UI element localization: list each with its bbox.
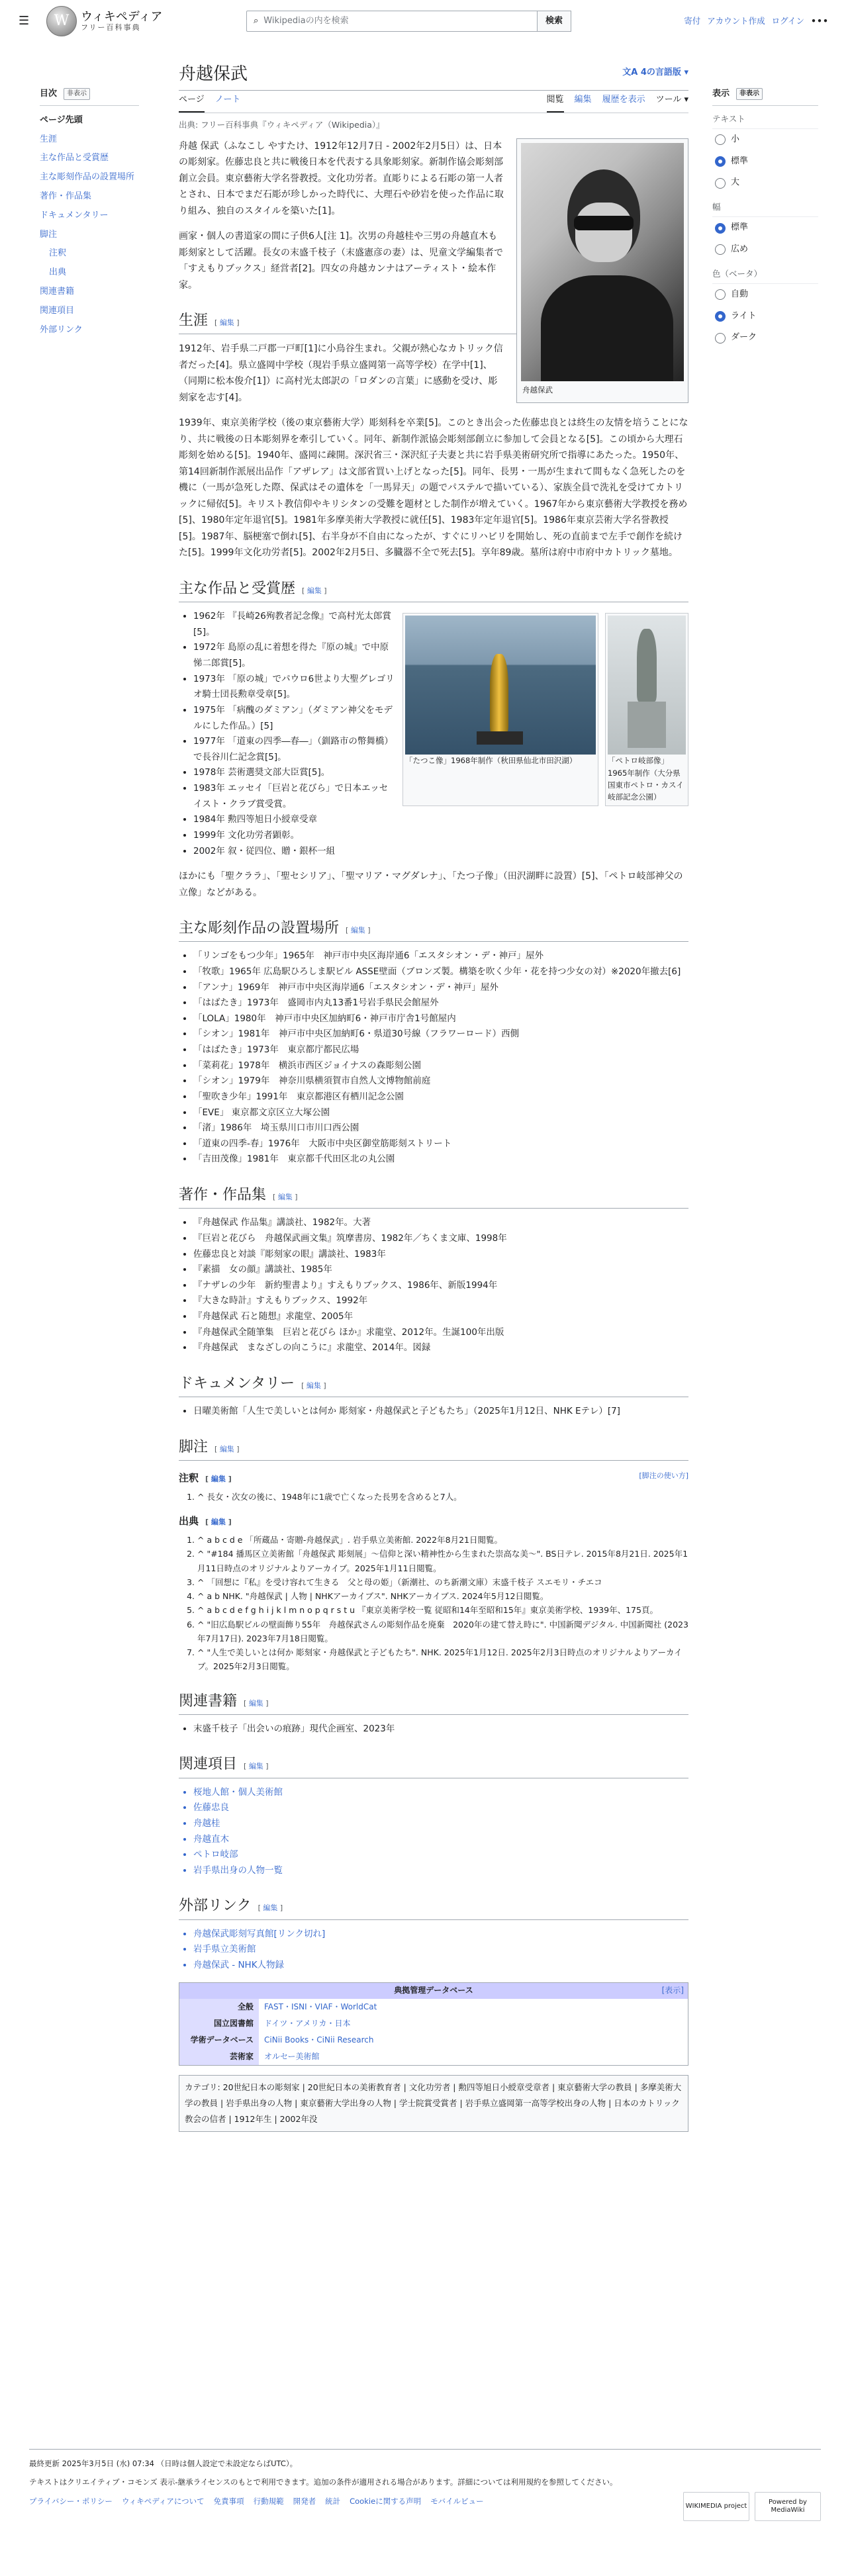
list-item: • 2002年 叙・従四位、贈・銀杯一組 <box>193 844 688 860</box>
mediawiki-badge[interactable]: Powered by MediaWiki <box>755 2492 821 2521</box>
section-external-heading: 外部リンク [ 編集 ] <box>179 1894 688 1919</box>
list-item: • 日曜美術館「人生で美しいとは何か 彫刻家・舟越保武と子どもたち」（2025年1月12日、NHK Eテレ）[7] <box>193 1404 688 1420</box>
works-tail: ほかにも「聖クララ」、「聖セシリア」、「聖マリア・マグダレナ」、「たつ子像」（田沢湖畔に設置）[5]、「ペトロ岐部神父の立像」などがある。 <box>179 871 683 898</box>
list-item: • 『舟越保武 まなざしの向こうに』求龍堂、2014年。図録 <box>193 1340 688 1356</box>
wikipedia-globe-icon: W <box>46 6 77 36</box>
edit-link[interactable]: [ 編集 ] <box>346 926 371 935</box>
section-related-heading: 関連項目 [ 編集 ] <box>179 1753 688 1778</box>
list-item: • 1962年 『長崎26殉教者記念像』で高村光太郎賞[5]。 <box>193 609 688 640</box>
authority-row-label: 学術データベース <box>179 2032 259 2048</box>
toc-item[interactable]: ページ先頭 <box>40 115 83 125</box>
width-option-label: 広め <box>731 244 749 254</box>
list-item: • 1972年 島原の乱に着想を得た『原の城』で中原悌二郎賞[5]。 <box>193 640 688 671</box>
color-option[interactable] <box>712 284 818 306</box>
list-item: • 「はばたき」1973年 東京都庁都民広場 <box>193 1042 688 1058</box>
tatsuko-statue-image[interactable] <box>405 616 596 755</box>
category-links[interactable]: カテゴリ: 20世紀日本の彫刻家 | 20世紀日本の美術教育者 | 文化功労者 | 勲四等旭日小綬章受章者 | 東京藝術大学の教員 | 多摩美術大学の教員 | 岩手県出身の人物 | 東京藝術大学出身の人物 | 学士院賞受賞者 | 岩手県立盛岡第一高等学校出身の人物 | 日本のカトリック教会の信者 | 1912年生 | 2002年没 <box>179 2075 688 2131</box>
external-link[interactable]: • 舟越保武 - NHK人物録 <box>193 1958 688 1974</box>
edit-link[interactable]: [ 編集 ] <box>258 1904 283 1913</box>
main-content <box>179 64 688 2145</box>
text-size-option-label: 大 <box>731 177 740 188</box>
figures <box>402 613 688 806</box>
related-link[interactable]: • 舟越直木 <box>193 1832 688 1848</box>
notes-list <box>197 1490 688 1504</box>
table-of-contents <box>40 87 139 340</box>
page-title: 舟越保武 <box>179 64 248 84</box>
color-option[interactable] <box>712 327 818 349</box>
search-input[interactable]: ⌕ Wikipediaの内を検索 <box>246 11 538 32</box>
infobox-caption: 舟越保武 <box>522 385 553 394</box>
toc-item[interactable]: 著作・作品集 <box>40 191 92 201</box>
edit-link[interactable]: [ 編集 ] <box>302 586 327 595</box>
figure-caption: 「ペトロ岐部像」1965年制作（大分県国東市ペトロ・カスイ岐部記念公園） <box>608 756 684 802</box>
list-item: • 「EVE」 東京都文京区立大塚公園 <box>193 1105 688 1121</box>
section-documentary-heading: ドキュメンタリー [ 編集 ] <box>179 1372 688 1397</box>
section-notes-heading: 脚注 [ 編集 ] <box>179 1436 688 1461</box>
figure-caption: 「たつこ像」1968年制作（秋田県仙北市田沢湖） <box>405 756 577 766</box>
section-related-books-heading: 関連書籍 [ 編集 ] <box>179 1690 688 1715</box>
reference-item: 4. ^ a b NHK. "舟越保武 | 人物 | NHKアーカイブス". NHKアーカイブス. 2024年5月12日閲覧。 <box>197 1589 688 1603</box>
footer-link[interactable]: 統計 <box>325 2496 341 2506</box>
list-item: • 「渚」1986年 埼玉県川口市川口西公園 <box>193 1121 688 1136</box>
toc-hide-button[interactable]: 非表示 <box>64 88 90 100</box>
list-item: • 「聖吹き少年」1991年 東京都港区有栖川記念公園 <box>193 1089 688 1105</box>
login-link[interactable]: ログイン <box>771 16 805 26</box>
figure-petro-kibe <box>605 613 688 806</box>
petro-kibe-statue-image[interactable] <box>608 616 686 755</box>
edit-link[interactable]: [ 編集 ] <box>244 1698 269 1708</box>
list-item: • 1983年 エッセイ「巨岩と花びら」で日本エッセイスト・クラブ賞受賞。 <box>193 781 688 812</box>
edit-link[interactable]: [ 編集 ] <box>244 1762 269 1771</box>
infobox <box>516 138 688 403</box>
footer-link[interactable]: ウィキペディアについて <box>121 2496 205 2506</box>
list-item: • 「シオン」1981年 神戸市中央区加納町6・県道30号線（フラワーロード）西側 <box>193 1027 688 1042</box>
more-options-icon[interactable]: ••• <box>811 16 829 26</box>
authority-control-box <box>179 1982 688 2066</box>
header <box>0 0 850 42</box>
source-note: 出典: フリー百科事典『ウィキペディア（Wikipedia）』 <box>179 119 385 130</box>
list-item: • 「牧歌」1965年 広島駅ひろしま駅ビル ASSE壁面（ブロンズ製。構築を吹く少年・花を持つ少女の対）※2020年撤去[6] <box>193 964 688 980</box>
toc-item[interactable]: 脚注 <box>40 229 58 240</box>
toc-item[interactable]: ドキュメンタリー <box>40 210 109 220</box>
tab-read[interactable]: 閲覧 <box>547 93 564 113</box>
edit-link[interactable]: [ 編集 ] <box>301 1381 326 1390</box>
radio-button[interactable] <box>715 156 726 167</box>
color-label: 色（ベータ） <box>712 267 818 284</box>
section-books-heading: 著作・作品集 [ 編集 ] <box>179 1183 688 1209</box>
list-item: • 「菜莉花」1978年 横浜市西区ジョイナスの森彫刻公園 <box>193 1058 688 1074</box>
toc-item[interactable]: 関連項目 <box>40 305 75 316</box>
authority-row-links[interactable]: FAST・ISNI・VIAF・WorldCat <box>259 1999 688 2015</box>
list-item: • 1978年 芸術選奨文部大臣賞[5]。 <box>193 765 688 781</box>
create-account-link[interactable]: アカウント作成 <box>707 16 765 26</box>
external-link[interactable]: • 舟越保武彫刻写真館[リンク切れ] <box>193 1927 688 1943</box>
intro-paragraph-1: 舟越 保武（ふなこし やすたけ、1912年12月7日 - 2002年2月5日）は、日本の彫刻家。佐藤忠良と共に戦後日本を代表する具象彫刻家。新制作協会彫刻部創立会員。東京藝術大学名誉教授。文化功労者。直彫りによる石彫の第一人者とされ、日本でまだ石彫が珍しかった時代に、大理石や砂岩を使った作品に取り組み、独自のスタイルを築いた[1]。 <box>179 140 504 216</box>
footer-link[interactable]: 免責事項 <box>213 2496 244 2506</box>
list-item: • 『素描 女の顔』講談社、1985年 <box>193 1262 688 1278</box>
text-size-option[interactable] <box>712 151 818 173</box>
color-option-label: ライト <box>731 310 757 321</box>
reference-item: 2. ^ "#184 播馬区立美術館「舟越保武 彫刻展」〜信仰と深い精神性から生まれた崇高な美〜". BS日テレ. 2015年8月21日. 2025年1月11日時点のオリジナルよりアーカイブ。2025年1月11日閲覧。 <box>197 1547 688 1575</box>
list-item: • 『ナザレの少年 新約聖書より』すえもりブックス、1986年、新版1994年 <box>193 1278 688 1294</box>
search-icon: ⌕ <box>254 15 259 26</box>
list-item: • 「道東の四季-春」1976年 大阪市中央区御堂筋彫刻ストリート <box>193 1136 688 1152</box>
authority-row-label: 国立図書館 <box>179 2015 259 2032</box>
authority-title[interactable]: 典拠管理データベース <box>394 1986 473 1996</box>
search-button[interactable]: 検索 <box>538 11 571 32</box>
appearance-title: 表示 <box>712 89 730 99</box>
list-item: • 『巨岩と花びら 舟越保武画文集』筑摩書房、1982年／ちくま文庫、1998年 <box>193 1231 688 1247</box>
list-item: • 「アンナ」1969年 神戸市中央区海岸通6「エスタシオン・デ・神戸」屋外 <box>193 980 688 996</box>
color-option[interactable] <box>712 306 818 328</box>
tab-tools[interactable]: ツール ▾ <box>655 95 688 105</box>
list-item: • 1975年 「病醜のダミアン」（ダミアン神父をモデルにした作品。）[5] <box>193 703 688 734</box>
related-link[interactable]: • 桜地人館・個人美術館 <box>193 1785 688 1801</box>
search-form <box>246 11 571 32</box>
text-size-option-label: 標準 <box>731 156 749 166</box>
color-option-label: ダーク <box>731 332 757 343</box>
toc-item[interactable]: 注釈 <box>49 248 67 259</box>
menu-icon[interactable]: ☰ <box>19 13 30 28</box>
width-option[interactable] <box>712 217 818 239</box>
toc-item[interactable]: 生涯 <box>40 134 58 144</box>
portrait-image[interactable] <box>521 143 684 381</box>
donate-link[interactable]: 寄付 <box>684 16 701 26</box>
related-link[interactable]: • 岩手県出身の人物一覧 <box>193 1863 688 1879</box>
last-updated: 最終更新 2025年3月5日 (水) 07:34 （日時は個人設定で未設定ならばUTC）。 <box>29 2459 298 2468</box>
figure-tatsuko <box>402 613 598 806</box>
list-item: • 『舟越保武 石と随想』求龍堂、2005年 <box>193 1309 688 1325</box>
footer-link[interactable]: モバイルビュー <box>430 2496 484 2506</box>
toc-title: 目次 <box>40 89 58 99</box>
toc-item[interactable]: 出典 <box>49 267 67 278</box>
authority-row-label: 芸術家 <box>179 2048 259 2065</box>
tab-page[interactable]: ページ <box>179 93 205 113</box>
radio-button[interactable] <box>715 311 726 322</box>
external-links-list <box>193 1927 688 1974</box>
list-item: • 『舟越保武 作品集』講談社、1982年。大著 <box>193 1215 688 1231</box>
radio-button[interactable] <box>715 223 726 234</box>
footer-link[interactable]: Cookieに関する声明 <box>350 2496 422 2506</box>
toc-item[interactable]: 関連書籍 <box>40 286 75 297</box>
text-size-option[interactable] <box>712 129 818 151</box>
radio-button[interactable] <box>715 244 726 255</box>
list-item: • 「はばたき」1973年 盛岡市内丸13番1号岩手県民会館屋外 <box>193 995 688 1011</box>
tab-history[interactable]: 履歴を表示 <box>602 95 645 105</box>
toc-item[interactable]: 外部リンク <box>40 324 83 335</box>
edit-link[interactable]: [ 編集 ] <box>205 1518 232 1527</box>
authority-row-label: 全般 <box>179 1999 259 2015</box>
life-paragraph-2: 1939年、東京美術学校（後の東京藝術大学）彫刻科を卒業[5]。このとき出会った佐藤忠良とは終生の友情を培うことになり、共に戦後の日本彫刻界を牽引していく。同年、新制作派協会彫刻部創立に参加して会員となる[5]。この頃から大理石彫刻を始める[5]。1940年、盛岡に疎開。深沢省三・深沢紅子夫妻と共に岩手県美術研究所で指導にあたった。1950年、第14回新制作派展出品作「アザレア」は文部省買い上げとなった[5]。同年、長男・一馬が生まれて間もなく急死したのを機に（一馬が急死した際、保武はその遺体を「一馬昇天」の題でパステルで描いている）、家族全員で洗礼を受けてカトリックに帰依[5]。キリスト教信仰やキリシタンの受難を題材とした制作が増えていく。1967年から東京藝術大学教授を務め[5]、1980年定年退官[5]。1981年多摩美術大学教授に就任[5]、1983年定年退官[5]。1986年東京芸術大学名誉教授[5]。1987年、脳梗塞で倒れ[5]、右半身が不自由になったが、すぐにリハビリを開始し、死の直前まで左手で創作を続けた[5]。1999年文化功労者[5]。2002年2月5日、多臓器不全で死去[5]。享年89歳。墓所は府中市府中カトリック墓地。 <box>179 418 688 559</box>
list-item: • 1973年 「原の城」でパウロ6世より大聖グレゴリオ騎士団長勲章受章[5]。 <box>193 672 688 703</box>
appearance-panel <box>712 87 818 349</box>
footer-link[interactable]: 行動規範 <box>253 2496 284 2506</box>
reference-item: 7. ^ "人生で美しいとは何か 彫刻家・舟越保武と子どもたち". NHK. 2025年1月12日. 2025年2月3日時点のオリジナルよりアーカイブ。2025年2月3日閲覧。 <box>197 1645 688 1674</box>
related-link[interactable]: • 舟越桂 <box>193 1816 688 1832</box>
language-button[interactable]: 文A 4の言語版 ▾ <box>622 68 688 77</box>
subsection-notes-heading: 注釈 [ 編集 ] [脚注の使い方] <box>179 1470 688 1486</box>
subsection-sources-heading: 出典 [ 編集 ] <box>179 1515 232 1528</box>
site-logo[interactable] <box>46 6 172 36</box>
toc-item[interactable]: 主な作品と受賞歴 <box>40 153 109 163</box>
page-tabs <box>179 91 688 113</box>
intro-paragraph-2: 画家・個人の書道家の間に子供6人[注 1]。次男の舟越桂や三男の舟越直木も彫刻家として活躍。長女の末盛千枝子（末盛憲彦の妻）は、児童文学編集者で「すえもりブックス」経営者[2]。四女の舟越カンナはアーティスト・絵本作家。 <box>179 231 503 291</box>
edit-link[interactable]: [ 編集 ] <box>205 1474 232 1483</box>
authority-row-links[interactable]: オルセー美術館 <box>259 2048 688 2065</box>
list-item: • 「リンゴをもつ少年」1965年 神戸市中央区海岸通6「エスタシオン・デ・神戸」屋外 <box>193 948 688 964</box>
references-list <box>197 1533 688 1674</box>
edit-link[interactable]: [ 編集 ] <box>214 318 240 328</box>
toc-item[interactable]: 主な彫刻作品の設置場所 <box>40 172 135 183</box>
places-list <box>193 948 688 1168</box>
width-label: 幅 <box>712 201 818 217</box>
radio-button[interactable] <box>715 289 726 300</box>
reference-item: 6. ^ "旧広島駅ビルの壁面飾り55年 舟越保武さんの彫刻作品を廃棄 2020年の建て替え時に". 中国新聞デジタル. 中国新聞社 (2023年7月17日). 2023年7月18日閲覧。 <box>197 1618 688 1646</box>
text-size-option-label: 小 <box>731 134 740 144</box>
list-item: • 「LOLA」1980年 神戸市中央区加納町6・神戸市庁舎1号館屋内 <box>193 1011 688 1027</box>
page-footer <box>29 2449 821 2514</box>
edit-link[interactable]: [ 編集 ] <box>214 1444 240 1453</box>
radio-button[interactable] <box>715 134 726 145</box>
reference-item: 3. ^ 「回想に『私』を受け容れて生きる 父と母の姫」（新潮社、のち新潮文庫）末盛千枝子 スエモリ・チエコ <box>197 1575 688 1589</box>
edit-link[interactable]: [ 編集 ] <box>273 1193 298 1202</box>
user-links <box>684 15 829 28</box>
license-text: テキストはクリエイティブ・コモンズ 表示-継承ライセンスのもとで利用できます。追加の条件が適用される場合があります。詳細については利用規約を参照してください。 <box>29 2477 618 2487</box>
logo-title: ウィキペディア <box>81 10 163 24</box>
radio-button[interactable] <box>715 178 726 189</box>
documentary-list <box>193 1404 688 1420</box>
wikimedia-badge[interactable]: WIKIMEDIA project <box>683 2492 749 2521</box>
related-link[interactable]: • ペトロ岐部 <box>193 1847 688 1863</box>
reference-item: 5. ^ a b c d e f g h i j k l m n o p q r s t u 『東京美術学校一覧 従昭和14年至昭和15年』東京美術学校、1939年、175頁。 <box>197 1603 688 1617</box>
tab-talk[interactable]: ノート <box>214 95 241 105</box>
width-option[interactable] <box>712 239 818 261</box>
reference-item: 1. ^ a b c d e 「所蔵品・寄贈-舟越保武」. 岩手県立美術館. 2022年8月21日閲覧。 <box>197 1533 688 1547</box>
list-item: • 1999年 文化功労者顕彰。 <box>193 828 688 844</box>
authority-toggle[interactable]: [表示] <box>661 1986 684 1996</box>
width-option-label: 標準 <box>731 222 749 233</box>
list-item: • 末盛千枝子「出会いの痕跡」現代企画室、2023年 <box>193 1722 688 1737</box>
section-life-heading: 生涯 [ 編集 ] <box>179 309 688 334</box>
section-works-heading: 主な作品と受賞歴 [ 編集 ] <box>179 577 688 602</box>
logo-subtitle: フリー百科事典 <box>81 23 141 32</box>
life-paragraph-1: 1912年、岩手県二戸郡一戸町[1]に小鳥谷生まれ。父親が熱心なカトリック信者だった[4]。県立盛岡中学校（現岩手県立盛岡第一高等学校）在学中[1]、（同期に松本俊介[1]）に高村光太郎訳の「ロダンの言葉」に感動を受け、彫刻家を志す[4]。 <box>179 344 503 403</box>
related-link[interactable]: • 佐藤忠良 <box>193 1800 688 1816</box>
footer-link[interactable]: 開発者 <box>293 2496 316 2506</box>
footnote-item: 1. ^ 長女・次女の後に、1948年に1歳で亡くなった長男を含めると7人。 <box>197 1490 688 1504</box>
tab-edit[interactable]: 編集 <box>574 95 592 105</box>
footer-link[interactable]: プライバシー・ポリシー <box>29 2496 113 2506</box>
section-places-heading: 主な彫刻作品の設置場所 [ 編集 ] <box>179 917 688 942</box>
related-books-list <box>193 1722 688 1737</box>
text-size-label: テキスト <box>712 113 818 129</box>
authority-row-links[interactable]: CiNii Books・CiNii Research <box>259 2032 688 2048</box>
footnote-help-link[interactable]: [脚注の使い方] <box>639 1471 688 1480</box>
list-item: • 『舟越保武全随筆集 巨岩と花びら ほか』求龍堂、2012年。生誕100年出版 <box>193 1325 688 1341</box>
books-list <box>193 1215 688 1356</box>
authority-row-links[interactable]: ドイツ・アメリカ・日本 <box>259 2015 688 2032</box>
related-list <box>193 1785 688 1879</box>
radio-button[interactable] <box>715 333 726 344</box>
appearance-hide-button[interactable]: 非表示 <box>736 88 763 100</box>
text-size-option[interactable] <box>712 172 818 194</box>
list-item: • 「吉田茂像」1981年 東京都千代田区北の丸公園 <box>193 1152 688 1168</box>
external-link[interactable]: • 岩手県立美術館 <box>193 1942 688 1958</box>
list-item: • 1977年 「道東の四季―春―」（釧路市の幣舞橋）で長谷川仁記念賞[5]。 <box>193 734 688 765</box>
color-option-label: 自動 <box>731 289 749 299</box>
list-item: • 『大きな時計』すえもりブックス、1992年 <box>193 1293 688 1309</box>
list-item: • 佐藤忠良と対談『彫刻家の眼』講談社、1983年 <box>193 1247 688 1263</box>
list-item: • 1984年 勲四等旭日小綬章受章 <box>193 812 688 828</box>
list-item: • 「シオン」1979年 神奈川県横須賀市自然人文博物館前庭 <box>193 1074 688 1089</box>
